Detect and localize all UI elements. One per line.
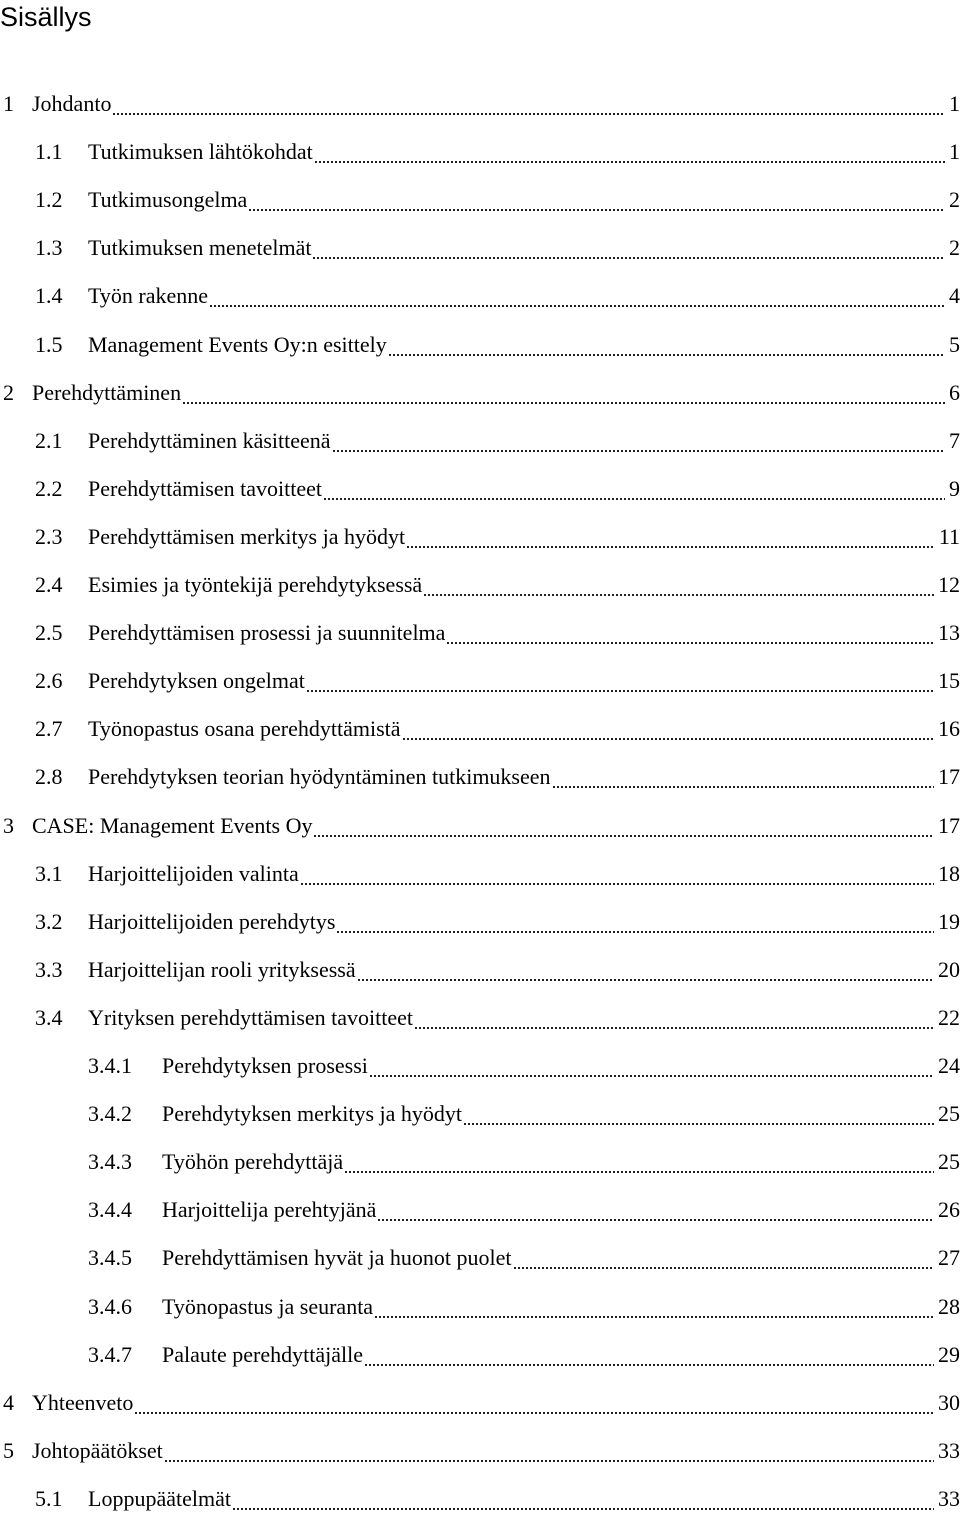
toc-entry-number: 2.5 (35, 620, 63, 645)
toc-dot-leader (300, 850, 934, 898)
toc-entry-page-number: 18 (938, 861, 960, 886)
toc-entry-line (162, 1283, 960, 1331)
toc-entry-number: 2.8 (35, 764, 63, 789)
toc-dot-leader (344, 1138, 934, 1186)
toc-entry-label: Loppupäätelmät (88, 1486, 231, 1511)
toc-dot-leader (446, 609, 934, 657)
toc-entry-line (162, 1186, 960, 1234)
toc-dot-leader (182, 369, 945, 417)
toc-dot-leader (306, 657, 934, 705)
toc-entry-label: Harjoittelija perehtyjänä (162, 1197, 377, 1222)
toc-entry[interactable] (0, 657, 960, 705)
toc-entry-label: Perehdyttäminen (32, 380, 182, 405)
toc-entry-label: Yhteenveto (32, 1390, 134, 1415)
toc-entry-page-number: 9 (949, 476, 960, 501)
toc-entry-label: Työnopastus ja seuranta (162, 1294, 374, 1319)
toc-dot-leader (357, 946, 934, 994)
toc-entry-number: 2.1 (35, 428, 63, 453)
toc-entry[interactable] (0, 1475, 960, 1523)
page-title: Sisällys (0, 2, 92, 32)
toc-entry-number: 1.4 (35, 283, 63, 308)
toc-dot-leader (374, 1283, 934, 1331)
toc-dot-leader (423, 561, 934, 609)
toc-entry-line (88, 561, 960, 609)
toc-entry[interactable] (0, 465, 960, 513)
toc-entry-line (88, 898, 960, 946)
toc-entry-number: 5 (3, 1438, 14, 1463)
toc-entry-page-number: 11 (938, 524, 960, 549)
toc-entry-number: 1.2 (35, 187, 63, 212)
toc-entry-number: 1.5 (35, 332, 63, 357)
toc-entry-label: Perehdyttämisen prosessi ja suunnitelma (88, 620, 446, 645)
toc-entry[interactable] (0, 898, 960, 946)
toc-entry-line (162, 1042, 960, 1090)
toc-entry[interactable] (0, 946, 960, 994)
toc-entry-line (88, 224, 960, 272)
toc-dot-leader (513, 1234, 935, 1282)
toc-entry-number: 2.4 (35, 572, 63, 597)
toc-entry-line (162, 1090, 960, 1138)
toc-entry-number: 3.4.5 (88, 1245, 132, 1270)
toc-entry-label: Työnopastus osana perehdyttämistä (88, 716, 401, 741)
toc-dot-leader (134, 1379, 934, 1427)
toc-entry[interactable] (0, 272, 960, 320)
toc-entry-page-number: 1 (949, 91, 960, 116)
toc-entry-line (88, 1475, 960, 1523)
toc-entry-page-number: 25 (938, 1149, 960, 1174)
toc-entry-page-number: 28 (938, 1294, 960, 1319)
toc-entry-label: Perehdytyksen prosessi (162, 1053, 368, 1078)
toc-entry-line (88, 994, 960, 1042)
toc-dot-leader (402, 705, 934, 753)
toc-entry-page-number: 33 (938, 1486, 960, 1511)
toc-entry-label: Harjoittelijan rooli yrityksessä (88, 957, 356, 982)
toc-entry-label: Perehdyttäminen käsitteenä (88, 428, 331, 453)
toc-entry-label: Työhön perehdyttäjä (162, 1149, 344, 1174)
toc-entry-line (88, 705, 960, 753)
toc-entry-label: Johtopäätökset (32, 1438, 163, 1463)
toc-entry-line (88, 128, 960, 176)
toc-entry-page-number: 30 (938, 1390, 960, 1415)
toc-entry-label: Perehdytyksen merkitys ja hyödyt (162, 1101, 463, 1126)
toc-dot-leader (248, 176, 945, 224)
toc-entry[interactable] (0, 513, 960, 561)
toc-entry-line (88, 657, 960, 705)
toc-entry-label: Työn rakenne (88, 283, 209, 308)
toc-entry[interactable] (0, 1331, 960, 1379)
toc-entry-page-number: 2 (949, 235, 960, 260)
toc-dot-leader (369, 1042, 934, 1090)
toc-entry-number: 1.3 (35, 235, 63, 260)
toc-entry-page-number: 7 (949, 428, 960, 453)
toc-entry-page-number: 33 (938, 1438, 960, 1463)
toc-entry-page-number: 27 (938, 1245, 960, 1270)
toc-entry-number: 2.7 (35, 716, 63, 741)
toc-entry[interactable] (0, 321, 960, 369)
toc-dot-leader (388, 321, 945, 369)
toc-entry-line (88, 321, 960, 369)
toc-entry[interactable] (0, 1379, 960, 1427)
toc-entry-page-number: 16 (938, 716, 960, 741)
toc-entry-label: CASE: Management Events Oy (32, 813, 313, 838)
toc-entry[interactable] (0, 802, 960, 850)
toc-entry-page-number: 19 (938, 909, 960, 934)
toc-entry-number: 3.4 (35, 1005, 63, 1030)
toc-entry-number: 3.4.4 (88, 1197, 132, 1222)
toc-dot-leader (406, 513, 935, 561)
toc-entry[interactable] (0, 176, 960, 224)
toc-entry[interactable] (0, 705, 960, 753)
toc-entry-label: Tutkimuksen menetelmät (88, 235, 312, 260)
toc-entry-line (88, 176, 960, 224)
toc-entry-line (32, 80, 960, 128)
toc-entry-line (88, 753, 960, 801)
toc-entry-page-number: 1 (949, 139, 960, 164)
toc-entry-page-number: 24 (938, 1053, 960, 1078)
toc-entry[interactable] (0, 1186, 960, 1234)
toc-entry-number: 3.3 (35, 957, 63, 982)
toc-dot-leader (232, 1475, 934, 1523)
toc-entry-label: Management Events Oy:n esittely (88, 332, 387, 357)
toc-entry-label: Perehdytyksen teorian hyödyntäminen tutkimukseen (88, 764, 551, 789)
toc-entry-line (162, 1234, 960, 1282)
toc-dot-leader (164, 1427, 934, 1475)
toc-entry-number: 2.6 (35, 668, 63, 693)
toc-entry-label: Perehdytyksen ongelmat (88, 668, 305, 693)
toc-entry-number: 2.2 (35, 476, 63, 501)
toc-entry-page-number: 5 (949, 332, 960, 357)
toc-entry[interactable] (0, 1138, 960, 1186)
toc-entry-page-number: 15 (938, 668, 960, 693)
toc-dot-leader (312, 224, 945, 272)
toc-entry-number: 3.2 (35, 909, 63, 934)
toc-entry[interactable] (0, 1042, 960, 1090)
toc-dot-leader (314, 128, 945, 176)
toc-entry-label: Harjoittelijoiden valinta (88, 861, 299, 886)
toc-entry-line (88, 946, 960, 994)
toc-entry-line (88, 417, 960, 465)
toc-entry-page-number: 22 (938, 1005, 960, 1030)
toc-dot-leader (209, 272, 945, 320)
toc-entry-label: Palaute perehdyttäjälle (162, 1342, 363, 1367)
toc-entry-label: Perehdyttämisen merkitys ja hyödyt (88, 524, 406, 549)
toc-entry[interactable] (0, 753, 960, 801)
toc-entry-page-number: 26 (938, 1197, 960, 1222)
toc-entry-number: 1.1 (35, 139, 63, 164)
toc-entry[interactable] (0, 1234, 960, 1282)
toc-dot-leader (463, 1090, 934, 1138)
toc-entry-number: 3.4.6 (88, 1294, 132, 1319)
toc-entry[interactable] (0, 128, 960, 176)
toc-entry-line (88, 272, 960, 320)
toc-entry-number: 3.4.1 (88, 1053, 132, 1078)
toc-entry-number: 3.1 (35, 861, 63, 886)
toc-entry-line (88, 609, 960, 657)
toc-entry-number: 5.1 (35, 1486, 63, 1511)
toc-entry-label: Yrityksen perehdyttämisen tavoitteet (88, 1005, 414, 1030)
toc-dot-leader (332, 417, 945, 465)
toc-entry-page-number: 6 (949, 380, 960, 405)
toc-dot-leader (377, 1186, 934, 1234)
toc-entry-line (162, 1138, 960, 1186)
toc-entry-page-number: 20 (938, 957, 960, 982)
toc-entry-number: 1 (3, 91, 14, 116)
toc-entry-page-number: 2 (949, 187, 960, 212)
toc-dot-leader (313, 802, 934, 850)
toc-entry[interactable] (0, 224, 960, 272)
toc-entry[interactable] (0, 1090, 960, 1138)
toc-entry-number: 3.4.3 (88, 1149, 132, 1174)
toc-dot-leader (336, 898, 934, 946)
toc-entry-label: Esimies ja työntekijä perehdytyksessä (88, 572, 423, 597)
toc-entry-line (88, 513, 960, 561)
toc-entry-number: 2 (3, 380, 14, 405)
toc-entry-page-number: 17 (938, 764, 960, 789)
toc-entry[interactable] (0, 1283, 960, 1331)
toc-entry-label: Harjoittelijoiden perehdytys (88, 909, 336, 934)
toc-dot-leader (414, 994, 934, 1042)
toc-entry-number: 3 (3, 813, 14, 838)
toc-entry-line (162, 1331, 960, 1379)
toc-entry-line (32, 802, 960, 850)
toc-entry-page-number: 29 (938, 1342, 960, 1367)
toc-entry-page-number: 17 (938, 813, 960, 838)
toc-entry-line (32, 1379, 960, 1427)
toc-entry-page-number: 13 (938, 620, 960, 645)
toc-entry[interactable] (0, 561, 960, 609)
toc-dot-leader (364, 1331, 934, 1379)
toc-entry[interactable] (0, 1427, 960, 1475)
toc-entry[interactable] (0, 994, 960, 1042)
toc-entry-line (32, 369, 960, 417)
toc-entry-page-number: 4 (949, 283, 960, 308)
toc-entry-label: Perehdyttämisen tavoitteet (88, 476, 322, 501)
toc-entry-label: Tutkimuksen lähtökohdat (88, 139, 313, 164)
toc-entry-label: Johdanto (32, 91, 112, 116)
toc-entry-line (32, 1427, 960, 1475)
toc-dot-leader (323, 465, 945, 513)
toc-dot-leader (112, 80, 945, 128)
toc-entry[interactable] (0, 80, 960, 128)
toc-entry-number: 4 (3, 1390, 14, 1415)
toc-entry-page-number: 25 (938, 1101, 960, 1126)
toc-entry-number: 2.3 (35, 524, 63, 549)
toc-entry[interactable] (0, 609, 960, 657)
toc-entry-label: Tutkimusongelma (88, 187, 248, 212)
toc-entry-label: Perehdyttämisen hyvät ja huonot puolet (162, 1245, 512, 1270)
toc-entry-page-number: 12 (938, 572, 960, 597)
toc-entry[interactable] (0, 417, 960, 465)
toc-entry[interactable] (0, 850, 960, 898)
toc-entry-line (88, 850, 960, 898)
toc-entry[interactable] (0, 369, 960, 417)
toc-entry-number: 3.4.7 (88, 1342, 132, 1367)
toc-entry-line (88, 465, 960, 513)
toc-entry-number: 3.4.2 (88, 1101, 132, 1126)
toc-dot-leader (552, 753, 934, 801)
